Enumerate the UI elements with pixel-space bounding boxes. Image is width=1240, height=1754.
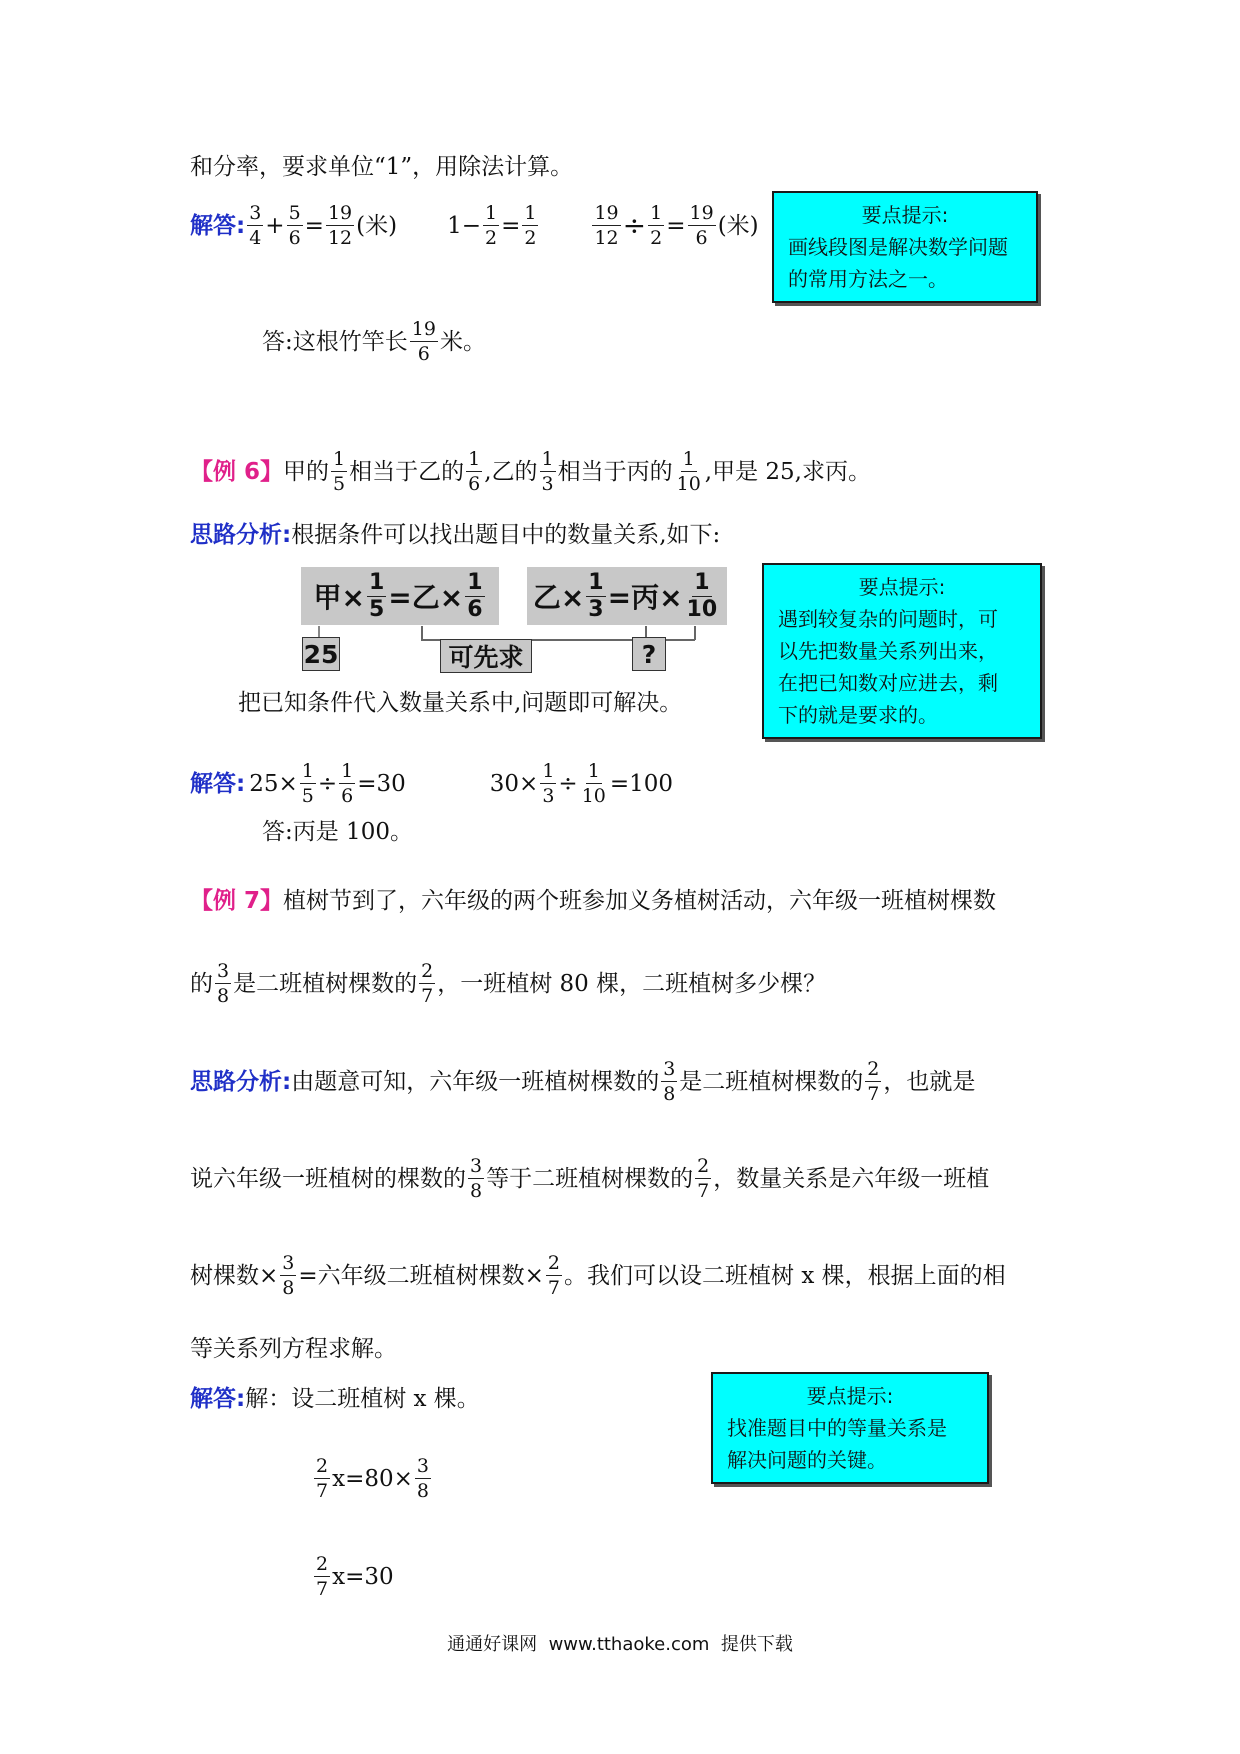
ex7-solution-intro [190,1384,480,1414]
fraction: $\frac{1}{5}$ [301,760,314,807]
operator: = [666,212,686,239]
ex5-answer [262,318,486,365]
calc-lead: 30× [489,770,539,797]
tip-box [762,563,1042,739]
fraction: $\frac{19}{12}$ [594,202,619,249]
operator: ÷ [317,770,338,797]
fraction: $\frac{1}{2}$ [650,202,663,249]
ex7-equation-2 [312,1553,394,1600]
answer-label: 解答: [190,212,246,239]
relation-text: 乙× [532,581,585,614]
ex6-analysis [190,520,720,550]
tip-line: 解决问题的关键。 [727,1448,887,1472]
answer-text: 答:这根竹竿长 [262,328,408,355]
ex7-analysis-line4: 等关系列方程求解。 [190,1336,397,1362]
operator: ÷ [622,208,647,242]
analysis-label: 思路分析: [190,522,292,548]
fraction: $\frac{3}{8}$ [663,1058,676,1105]
fraction: $\frac{1}{6}$ [467,569,483,622]
fraction: $\frac{3}{8}$ [282,1252,295,1299]
fraction: $\frac{1}{5}$ [368,569,385,622]
analysis-text: 说六年级一班植树的棵数的 [190,1165,466,1192]
analysis-text: 是二班植树棵数的 [679,1068,864,1095]
question-text: 是二班植树棵数的 [233,970,418,997]
fraction: $\frac{2}{7}$ [547,1252,561,1299]
ex6-calc-row [190,760,673,807]
calc-lead: 25× [249,770,298,797]
answer-text: 米。 [439,328,486,355]
question-text: 相当于乙的 [349,458,465,485]
analysis-text: 由题意可知，六年级一班植树棵数的 [291,1068,660,1095]
analysis-text: ，数量关系是六年级一班植 [713,1165,990,1192]
fraction: $\frac{2}{7}$ [316,1455,329,1502]
operator: = [304,212,324,239]
ex7-analysis-line3 [190,1252,1006,1299]
answer-label: 解答: [190,1386,246,1412]
question-text: 的 [190,970,213,997]
tip-title: 要点提示: [858,575,946,599]
ex7-analysis-line2 [190,1155,989,1202]
fraction: $\frac{1}{3}$ [541,448,554,495]
tip-line: 下的就是要求的。 [778,703,938,727]
known-value-box: 25 [302,637,340,671]
fraction: $\frac{3}{8}$ [217,960,230,1007]
equation-text: x=30 [332,1563,394,1590]
analysis-text: ，也就是 [883,1068,976,1095]
fraction: $\frac{3}{8}$ [416,1455,429,1502]
tip-title: 要点提示: [861,203,949,227]
fraction: $\frac{1}{6}$ [468,448,481,495]
tip-line: 的常用方法之一。 [788,267,948,291]
analysis-text: 。我们可以设二班植树 x 棵，根据上面的相 [564,1262,1006,1289]
fraction: $\frac{2}{7}$ [316,1553,329,1600]
relation-text: =丙× [607,581,683,614]
example-tag: 【例 6】 [190,458,284,485]
intro-line: 和分率，要求单位“1”，用除法计算。 [190,154,574,180]
fraction: $\frac{19}{12}$ [327,202,353,249]
relation-box-left [301,567,499,625]
analysis-text: 树棵数× [190,1262,279,1289]
analysis-text: 等于二班植树棵数的 [486,1165,694,1192]
ex7-question-line1 [190,886,996,916]
question-text: 植树节到了，六年级的两个班参加义务植树活动，六年级一班植树棵数 [283,888,997,914]
operator: = [501,212,521,239]
calc-result: =30 [357,770,406,797]
answer-label: 解答: [190,770,246,797]
fraction: $\frac{5}{6}$ [288,202,301,249]
tip-line: 遇到较复杂的问题时，可 [778,607,998,631]
fraction: $\frac{2}{7}$ [867,1058,880,1105]
operator: + [265,212,285,239]
question-text: ,甲是 25,求丙。 [704,458,871,485]
ex5-calc-row [190,202,759,249]
tip-box [711,1372,989,1484]
fraction: $\frac{1}{10}$ [581,760,606,807]
solution-text: 解：设二班植树 x 棵。 [245,1386,480,1412]
tip-line: 以先把数量关系列出来， [778,639,998,663]
fraction: $\frac{1}{6}$ [341,760,354,807]
ex7-question-line2 [190,960,826,1007]
fraction: $\frac{1}{3}$ [588,569,604,622]
unit-text: (米) [356,212,398,239]
fraction: $\frac{2}{7}$ [697,1155,710,1202]
question-text: 相当于丙的 [557,458,673,485]
equation-text: x=80× [332,1465,413,1492]
fraction: $\frac{19}{6}$ [689,202,714,249]
fraction: $\frac{3}{8}$ [470,1155,483,1202]
example-tag: 【例 7】 [190,888,284,914]
calc-lead: 1− [447,212,481,239]
fraction: $\frac{3}{4}$ [249,202,262,249]
ex7-analysis-line1 [190,1058,975,1105]
fraction: $\frac{1}{10}$ [686,569,718,622]
tip-box [772,191,1038,303]
analysis-text: =六年级二班植树棵数× [298,1262,544,1289]
calc-result: =100 [609,770,674,797]
relation-text: =乙× [388,581,464,614]
question-text: 甲的 [283,458,330,485]
relation-box-right [527,567,727,625]
fraction: $\frac{2}{7}$ [421,960,434,1007]
unit-text: (米) [717,212,759,239]
question-text: ,乙的 [484,458,538,485]
tip-line: 画线段图是解决数学问题 [788,235,1008,259]
ex6-question [190,448,871,495]
solve-first-box: 可先求 [440,639,532,673]
fraction: $\frac{1}{5}$ [333,448,346,495]
analysis-label: 思路分析: [190,1068,292,1095]
relation-text: 甲× [313,581,365,614]
ex6-subtext: 把已知条件代入数量关系中,问题即可解决。 [238,690,683,716]
ex6-answer: 答:丙是 100。 [262,819,413,845]
fraction: $\frac{1}{3}$ [542,760,555,807]
tip-line: 在把已知数对应进去，剩 [778,671,998,695]
tip-title: 要点提示: [806,1384,894,1408]
ex7-equation-1 [312,1455,433,1502]
fraction: $\frac{1}{10}$ [676,448,701,495]
fraction: $\frac{19}{6}$ [411,318,436,365]
fraction: $\frac{1}{2}$ [485,202,498,249]
analysis-text: 根据条件可以找出题目中的数量关系,如下: [291,522,721,548]
page-footer: 通通好课网 www.tthaoke.com 提供下载 [447,1634,793,1655]
tip-line: 找准题目中的等量关系是 [727,1416,947,1440]
question-text: ，一班植树 80 棵，二班植树多少棵？ [437,970,827,997]
operator: ÷ [558,770,578,797]
fraction: $\frac{1}{2}$ [524,202,537,249]
unknown-box: ? [632,637,666,671]
